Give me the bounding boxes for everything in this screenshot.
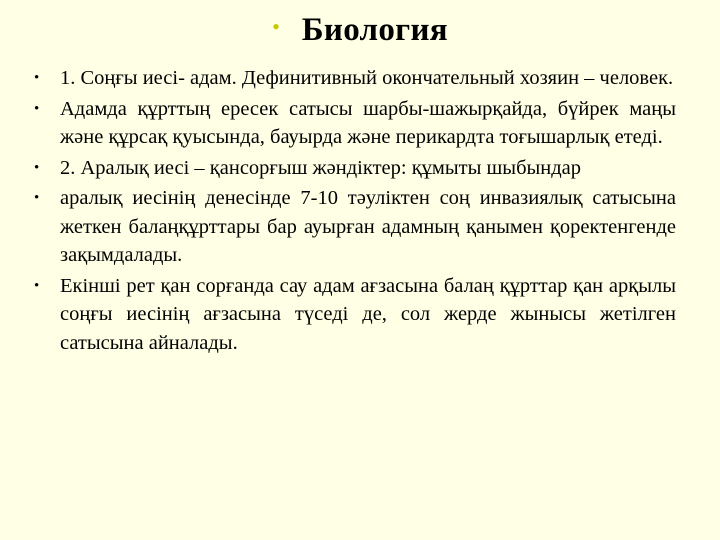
bullet-dot-icon: • xyxy=(34,70,40,86)
bullet-item-3 xyxy=(34,154,676,183)
bullet-list xyxy=(34,64,676,359)
slide-title-row xyxy=(0,12,720,49)
bullet-dot-icon: • xyxy=(34,159,40,176)
bullet-item-1 xyxy=(34,64,676,93)
bullet-item-2 xyxy=(34,95,676,152)
bullet-text: аралық иесінің денесінде 7-10 тәуліктен соң инвазиялық сатысына жеткен балаңқұрттары бар ауырған адамның қанымен қоректенгенде зақымдалады. xyxy=(60,187,676,266)
bullet-dot-icon: • xyxy=(34,190,40,206)
bullet-dot-icon: • xyxy=(34,100,40,117)
title-bullet-icon: • xyxy=(272,14,280,39)
bullet-text: Екінші рет қан сорғанда сау адам ағзасына балаң құрттар қан арқылы соңғы иесінің ағзасына түседі де, сол жерде жынысы жетілген сатысына айналады. xyxy=(60,274,676,354)
bullet-item-5 xyxy=(34,272,676,358)
bullet-text: 2. Аралық иесі – қансорғыш жәндіктер: құмыты шыбындар xyxy=(60,156,582,179)
bullet-item-4 xyxy=(34,184,676,270)
bullet-text: 1. Соңғы иесі- адам. Дефинитивный окончательный хозяин – человек. xyxy=(60,67,674,89)
bullet-dot-icon: • xyxy=(34,277,40,294)
bullet-text: Адамда құрттың ересек сатысы шарбы-шажырқайда, бүйрек маңы және құрсақ қуысында, бауырда және перикардта тоғышарлық етеді. xyxy=(60,97,676,148)
slide-title: Биология xyxy=(301,12,448,48)
